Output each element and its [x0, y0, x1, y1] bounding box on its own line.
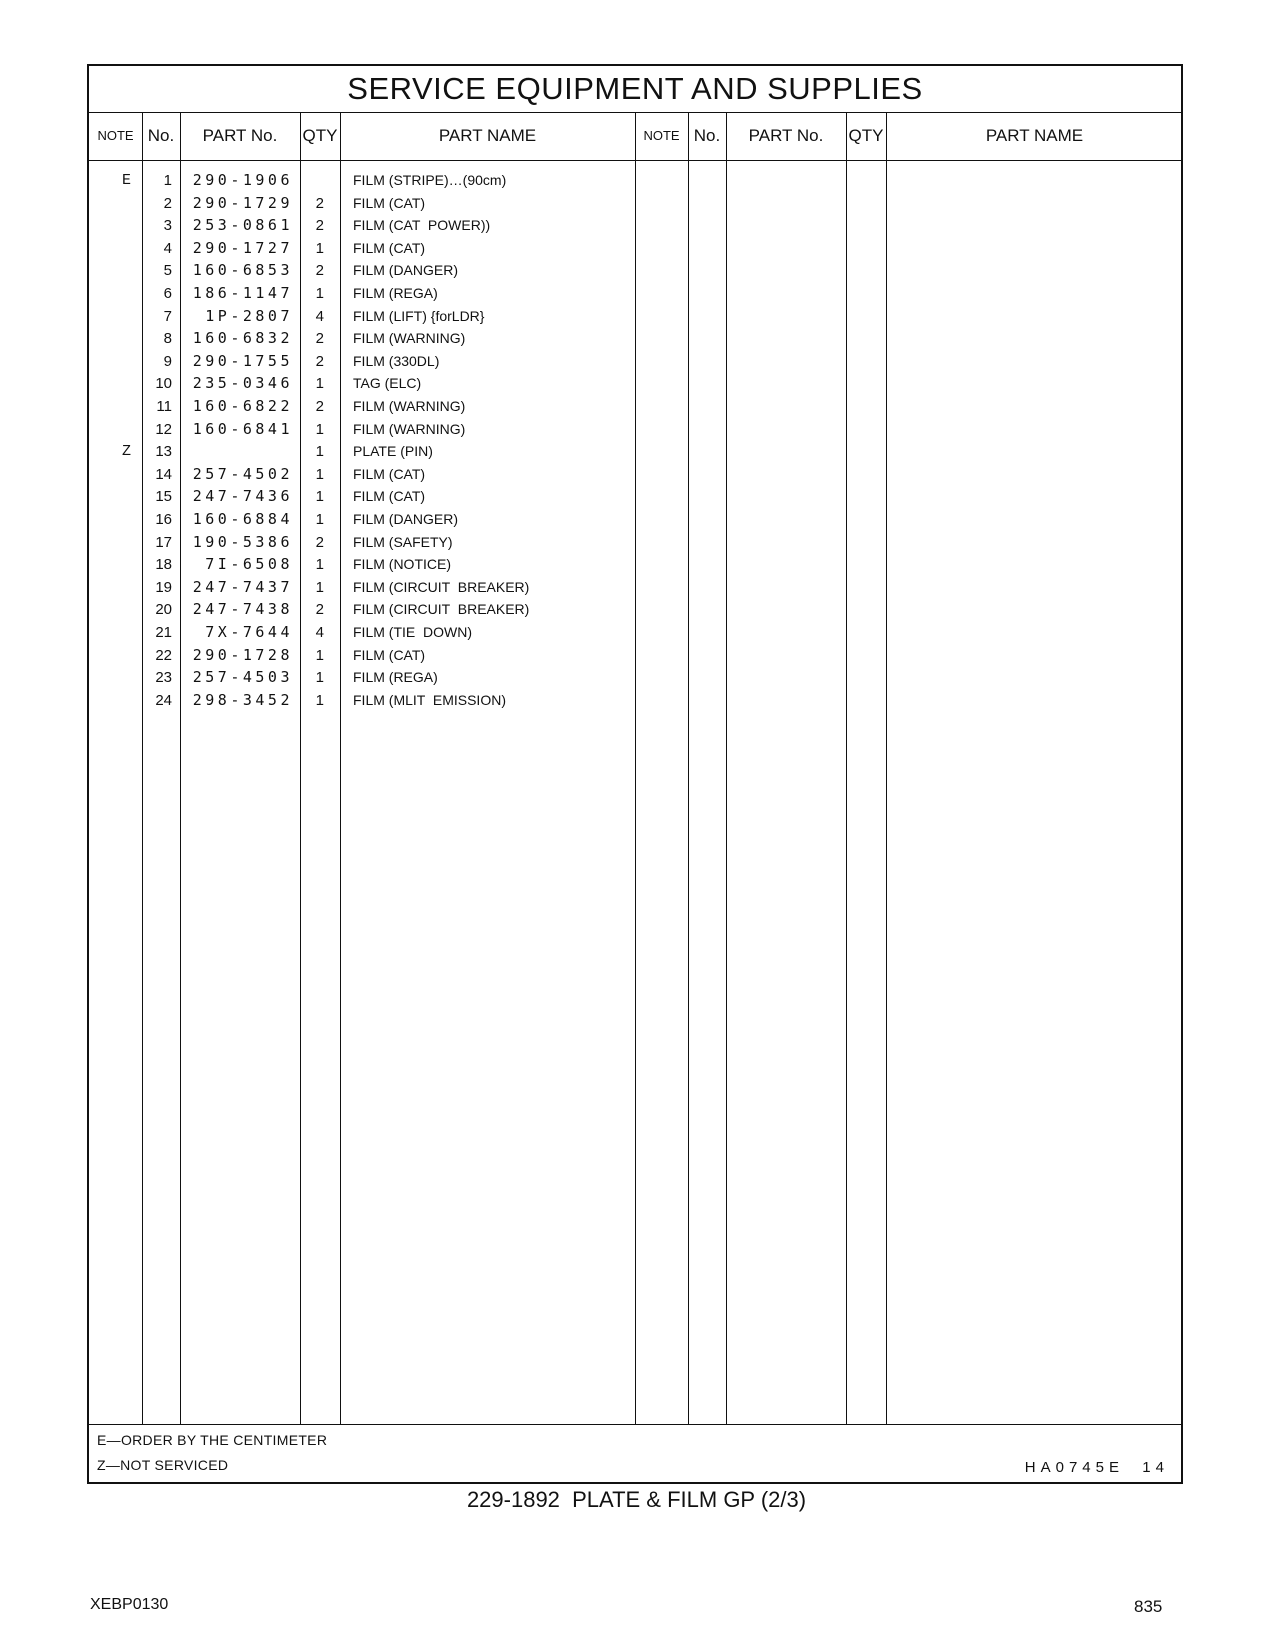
row-quantity: 2	[315, 533, 324, 551]
legend-e: E—ORDER BY THE CENTIMETER	[97, 1432, 328, 1448]
row-part-number: 7I-6508	[205, 555, 293, 574]
row-note	[89, 508, 131, 531]
row-part-name: FILM (CIRCUIT BREAKER)	[353, 578, 530, 595]
row-note	[89, 621, 131, 644]
row-quantity: 2	[315, 352, 324, 370]
header-note-left: NOTE	[97, 128, 134, 143]
row-part-number: 160-6822	[192, 397, 293, 415]
row-number: 4	[163, 239, 172, 257]
row-quantity: 1	[315, 578, 324, 596]
table-row	[89, 598, 1181, 621]
row-part-number: 247-7436	[192, 487, 293, 506]
row-quantity: 2	[315, 194, 324, 212]
row-part-number: 247-7437	[192, 577, 293, 596]
row-part-name: FILM (REGA)	[353, 669, 438, 686]
table-row	[89, 621, 1181, 644]
row-part-name: FILM (330DL)	[353, 352, 440, 369]
row-part-name: FILM (DANGER)	[353, 511, 458, 527]
row-number: 24	[155, 691, 172, 709]
row-note	[89, 237, 131, 260]
header-partno-left: PART No.	[202, 126, 278, 145]
row-number: 12	[155, 420, 172, 438]
row-number: 9	[163, 352, 172, 370]
row-quantity: 1	[315, 420, 324, 438]
row-part-name: FILM (CAT)	[353, 465, 426, 482]
table-row	[89, 508, 1181, 531]
row-note: E	[121, 172, 131, 189]
row-part-number: 290-1729	[192, 193, 293, 212]
row-part-number: 160-6841	[192, 419, 293, 438]
row-quantity: 1	[315, 556, 324, 574]
row-note	[89, 485, 131, 508]
row-part-number: 290-1727	[192, 238, 293, 257]
row-quantity: 4	[315, 307, 324, 325]
row-quantity: 1	[315, 511, 324, 528]
header-qty-left: QTY	[302, 126, 338, 145]
row-note	[89, 666, 131, 689]
row-note	[89, 395, 131, 418]
row-number: 10	[155, 375, 172, 393]
row-number: 8	[163, 330, 172, 348]
row-note	[89, 463, 131, 486]
row-quantity: 1	[315, 285, 324, 302]
row-note	[89, 282, 131, 305]
table-row	[89, 192, 1181, 215]
header-qty-right: QTY	[848, 126, 884, 145]
row-part-name: FILM (STRIPE)…(90cm)	[353, 172, 507, 188]
row-quantity: 2	[315, 330, 324, 348]
row-part-name: FILM (WARNING)	[353, 420, 466, 437]
parts-table-frame	[87, 64, 1183, 1484]
figure-caption: 229-1892 PLATE & FILM GP (2/3)	[466, 1487, 807, 1512]
row-note	[89, 689, 131, 712]
row-part-number: 1P-2807	[205, 306, 293, 325]
table-row	[89, 350, 1181, 373]
table-row	[89, 327, 1181, 350]
row-part-number: 290-1728	[192, 645, 293, 664]
reference-code: HA0745E 14	[1024, 1459, 1169, 1476]
table-row	[89, 553, 1181, 576]
row-part-name: FILM (CAT POWER))	[353, 217, 491, 234]
row-quantity: 2	[315, 601, 324, 619]
table-row	[89, 666, 1181, 689]
row-quantity: 1	[315, 443, 324, 461]
row-part-number: 160-6832	[192, 329, 293, 348]
header-no-right: No.	[693, 126, 721, 145]
row-part-name: FILM (WARNING)	[353, 398, 466, 414]
row-part-number: 290-1906	[192, 171, 293, 189]
row-part-number: 160-6853	[192, 261, 293, 280]
table-row	[89, 372, 1181, 395]
row-part-number: 190-5386	[192, 532, 293, 551]
row-number: 1	[163, 172, 172, 189]
row-quantity: 1	[315, 239, 324, 257]
row-quantity	[292, 169, 324, 192]
row-part-name: PLATE (PIN)	[353, 443, 433, 460]
row-part-name: FILM (SAFETY)	[353, 533, 453, 550]
table-row	[89, 395, 1181, 418]
row-number: 2	[163, 194, 172, 212]
header-partname-right: PART NAME	[985, 126, 1084, 145]
row-note	[89, 214, 131, 237]
row-part-name: FILM (NOTICE)	[353, 556, 451, 573]
row-part-number: 257-4502	[192, 464, 293, 483]
row-note: Z	[121, 443, 131, 461]
row-note	[89, 192, 131, 215]
document-id: XEBP0130	[90, 1596, 169, 1613]
row-note	[89, 576, 131, 599]
table-row	[89, 214, 1181, 237]
table-row	[89, 576, 1181, 599]
row-part-number: 186-1147	[192, 284, 293, 302]
table-row	[89, 259, 1181, 282]
table-row	[89, 418, 1181, 441]
header-note-right: NOTE	[643, 128, 680, 143]
table-row	[89, 282, 1181, 305]
row-note	[89, 531, 131, 554]
row-number: 20	[155, 601, 172, 619]
row-number: 17	[155, 533, 172, 551]
row-part-name: FILM (CIRCUIT BREAKER)	[353, 601, 530, 618]
row-part-number: 160-6884	[192, 510, 293, 528]
row-number: 13	[155, 443, 172, 461]
row-number: 18	[155, 556, 172, 574]
row-part-number	[181, 440, 293, 463]
row-number: 11	[156, 398, 172, 415]
row-part-number: 257-4503	[192, 668, 293, 687]
row-quantity: 2	[315, 262, 324, 280]
row-part-number: 290-1755	[192, 351, 293, 370]
row-part-name: FILM (CAT)	[353, 194, 426, 211]
row-number: 6	[163, 285, 172, 302]
header-partname-left: PART NAME	[438, 126, 537, 145]
table-row	[89, 440, 1181, 463]
row-quantity: 1	[315, 691, 324, 709]
table-row	[89, 237, 1181, 260]
row-number: 23	[155, 669, 172, 687]
table-row	[89, 485, 1181, 508]
row-note	[89, 372, 131, 395]
row-note	[89, 598, 131, 621]
row-note	[89, 305, 131, 328]
row-quantity: 1	[315, 465, 324, 483]
row-quantity: 4	[315, 624, 324, 641]
row-number: 15	[155, 488, 172, 506]
table-row	[89, 169, 1181, 192]
legend-z: Z—NOT SERVICED	[97, 1457, 229, 1473]
table-row	[89, 531, 1181, 554]
row-note	[89, 259, 131, 282]
page-number: 835	[1134, 1597, 1163, 1616]
row-part-number: 247-7438	[192, 600, 293, 619]
row-part-number: 7X-7644	[205, 623, 293, 641]
row-number: 16	[155, 511, 172, 528]
row-part-name: FILM (WARNING)	[353, 330, 466, 347]
row-number: 3	[163, 217, 172, 235]
row-number: 19	[155, 578, 172, 596]
row-part-name: FILM (CAT)	[353, 239, 426, 256]
row-quantity: 1	[315, 646, 324, 664]
row-part-name: FILM (DANGER)	[353, 262, 458, 279]
row-note	[89, 644, 131, 667]
row-number: 5	[163, 262, 172, 280]
table-row	[89, 463, 1181, 486]
table-row	[89, 305, 1181, 328]
row-note	[89, 418, 131, 441]
row-number: 21	[155, 624, 172, 641]
row-part-name: FILM (TIE DOWN)	[353, 624, 472, 640]
row-part-number: 253-0861	[192, 216, 293, 235]
row-part-name: FILM (CAT)	[353, 488, 426, 505]
row-part-name: FILM (CAT)	[353, 646, 426, 663]
header-partno-right: PART No.	[748, 126, 824, 145]
row-quantity: 2	[315, 217, 324, 235]
table-row	[89, 689, 1181, 712]
page-title: SERVICE EQUIPMENT AND SUPPLIES	[89, 66, 1181, 113]
row-note	[89, 350, 131, 373]
row-note	[89, 327, 131, 350]
row-part-name: TAG (ELC)	[353, 375, 422, 392]
header-no-left: No.	[147, 126, 175, 145]
row-part-name: FILM (LIFT) {forLDR}	[353, 307, 485, 324]
row-number: 7	[163, 307, 172, 325]
row-part-name: FILM (REGA)	[353, 285, 438, 301]
row-quantity: 1	[315, 669, 324, 687]
row-part-number: 235-0346	[192, 374, 293, 393]
row-quantity: 2	[315, 398, 324, 415]
table-footer-divider	[89, 1424, 1181, 1425]
row-note	[89, 553, 131, 576]
row-number: 22	[155, 646, 172, 664]
row-quantity: 1	[315, 488, 324, 506]
table-row	[89, 644, 1181, 667]
row-part-number: 298-3452	[192, 690, 293, 709]
row-quantity: 1	[315, 375, 324, 393]
row-part-name: FILM (MLIT EMISSION)	[353, 691, 506, 708]
row-number: 14	[155, 465, 172, 483]
